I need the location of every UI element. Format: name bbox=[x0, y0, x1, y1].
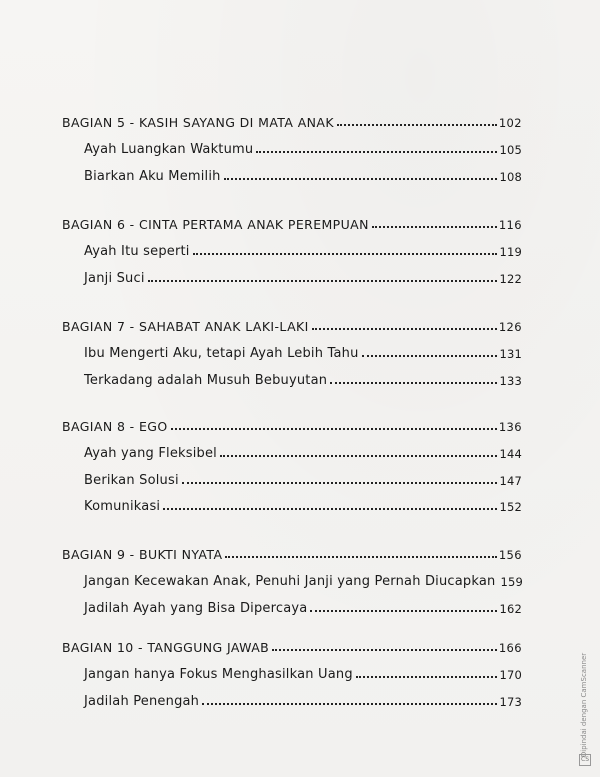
dot-leader bbox=[310, 610, 497, 612]
dot-leader bbox=[356, 676, 498, 678]
scanner-watermark bbox=[576, 640, 592, 770]
dot-leader bbox=[256, 151, 497, 153]
toc-entry-title: Janji Suci bbox=[84, 271, 145, 286]
dot-leader bbox=[337, 124, 497, 126]
toc-entry-title: Ibu Mengerti Aku, tetapi Ayah Lebih Tahu bbox=[84, 346, 359, 361]
dot-leader bbox=[163, 508, 497, 510]
toc-page-number: 166 bbox=[498, 641, 522, 655]
toc-entry bbox=[84, 662, 522, 682]
toc-page-number: 105 bbox=[499, 143, 522, 157]
dot-leader bbox=[202, 703, 497, 705]
toc-entry bbox=[84, 368, 522, 388]
toc-heading-title: BAGIAN 6 - CINTA PERTAMA ANAK PEREMPUAN bbox=[62, 217, 369, 232]
toc-heading bbox=[62, 110, 522, 130]
toc-heading-title: BAGIAN 5 - KASIH SAYANG DI MATA ANAK bbox=[62, 115, 334, 130]
toc-heading-title: BAGIAN 9 - BUKTI NYATA bbox=[62, 547, 223, 562]
toc-page-number: 116 bbox=[498, 218, 522, 232]
toc-heading bbox=[62, 314, 522, 334]
toc-page-number: 156 bbox=[498, 548, 522, 562]
toc-page-number: 126 bbox=[498, 320, 522, 334]
dot-leader bbox=[225, 556, 496, 558]
toc-entry bbox=[84, 137, 522, 157]
toc-entry-title: Berikan Solusi bbox=[84, 473, 179, 488]
toc-entry bbox=[84, 596, 522, 616]
dot-leader bbox=[362, 355, 498, 357]
toc-page-number: 162 bbox=[499, 602, 522, 616]
toc-entry-title: Jadilah Penengah bbox=[84, 694, 200, 709]
toc-heading-title: BAGIAN 8 - EGO bbox=[62, 419, 168, 434]
toc-page-number: 131 bbox=[499, 347, 522, 361]
toc-entry bbox=[84, 239, 522, 259]
dot-leader bbox=[171, 428, 497, 430]
toc-entry bbox=[84, 341, 522, 361]
camscanner-logo-icon: CS bbox=[579, 754, 591, 766]
watermark-text: Dipindai dengan CamScanner bbox=[580, 652, 588, 758]
toc-page-number: 147 bbox=[499, 474, 522, 488]
dot-leader bbox=[182, 482, 498, 484]
toc-page-number: 108 bbox=[499, 170, 522, 184]
toc-heading-title: BAGIAN 10 - TANGGUNG JAWAB bbox=[62, 640, 270, 655]
toc-entry-title: Jadilah Ayah yang Bisa Dipercaya bbox=[84, 601, 308, 616]
toc-entry-title: Komunikasi bbox=[84, 499, 161, 514]
dot-leader bbox=[220, 455, 497, 457]
dot-leader bbox=[330, 382, 497, 384]
toc-page-number: 170 bbox=[499, 668, 522, 682]
toc-page-number: 102 bbox=[498, 116, 522, 130]
toc-entry bbox=[84, 266, 522, 286]
toc-page-number: 144 bbox=[499, 447, 522, 461]
toc-heading bbox=[62, 542, 522, 562]
toc-page-number: 133 bbox=[499, 374, 522, 388]
toc-heading bbox=[62, 414, 522, 434]
toc-entry bbox=[84, 689, 522, 709]
toc-entry-title: Biarkan Aku Memilih bbox=[84, 169, 221, 184]
toc-page-number: 136 bbox=[498, 420, 522, 434]
toc-entry bbox=[84, 164, 522, 184]
dot-leader bbox=[193, 253, 498, 255]
toc-entry bbox=[84, 569, 522, 589]
toc-entry-title: Terkadang adalah Musuh Bebuyutan bbox=[84, 373, 328, 388]
dot-leader bbox=[372, 226, 497, 228]
dot-leader bbox=[312, 328, 497, 330]
toc-entry bbox=[84, 468, 522, 488]
dot-leader bbox=[272, 649, 497, 651]
toc-heading bbox=[62, 212, 522, 232]
dot-leader bbox=[148, 280, 498, 282]
toc-page-number: 152 bbox=[499, 500, 522, 514]
toc-entry-title: Ayah Luangkan Waktumu bbox=[84, 142, 254, 157]
toc-entry-title: Ayah yang Fleksibel bbox=[84, 446, 217, 461]
toc-page-number: 159 bbox=[500, 575, 524, 589]
toc-page-number: 173 bbox=[499, 695, 522, 709]
toc-entry-title: Jangan hanya Fokus Menghasilkan Uang bbox=[84, 667, 353, 682]
toc-entry-title: Jangan Kecewakan Anak, Penuhi Janji yang Pernah Diucapkan bbox=[84, 574, 496, 589]
toc-page-number: 119 bbox=[499, 245, 522, 259]
dot-leader bbox=[224, 178, 498, 180]
toc-heading bbox=[62, 635, 522, 655]
toc-page-number: 122 bbox=[499, 272, 522, 286]
toc-entry-title: Ayah Itu seperti bbox=[84, 244, 190, 259]
toc-entry bbox=[84, 494, 522, 514]
toc-entry bbox=[84, 441, 522, 461]
toc-heading-title: BAGIAN 7 - SAHABAT ANAK LAKI-LAKI bbox=[62, 319, 309, 334]
